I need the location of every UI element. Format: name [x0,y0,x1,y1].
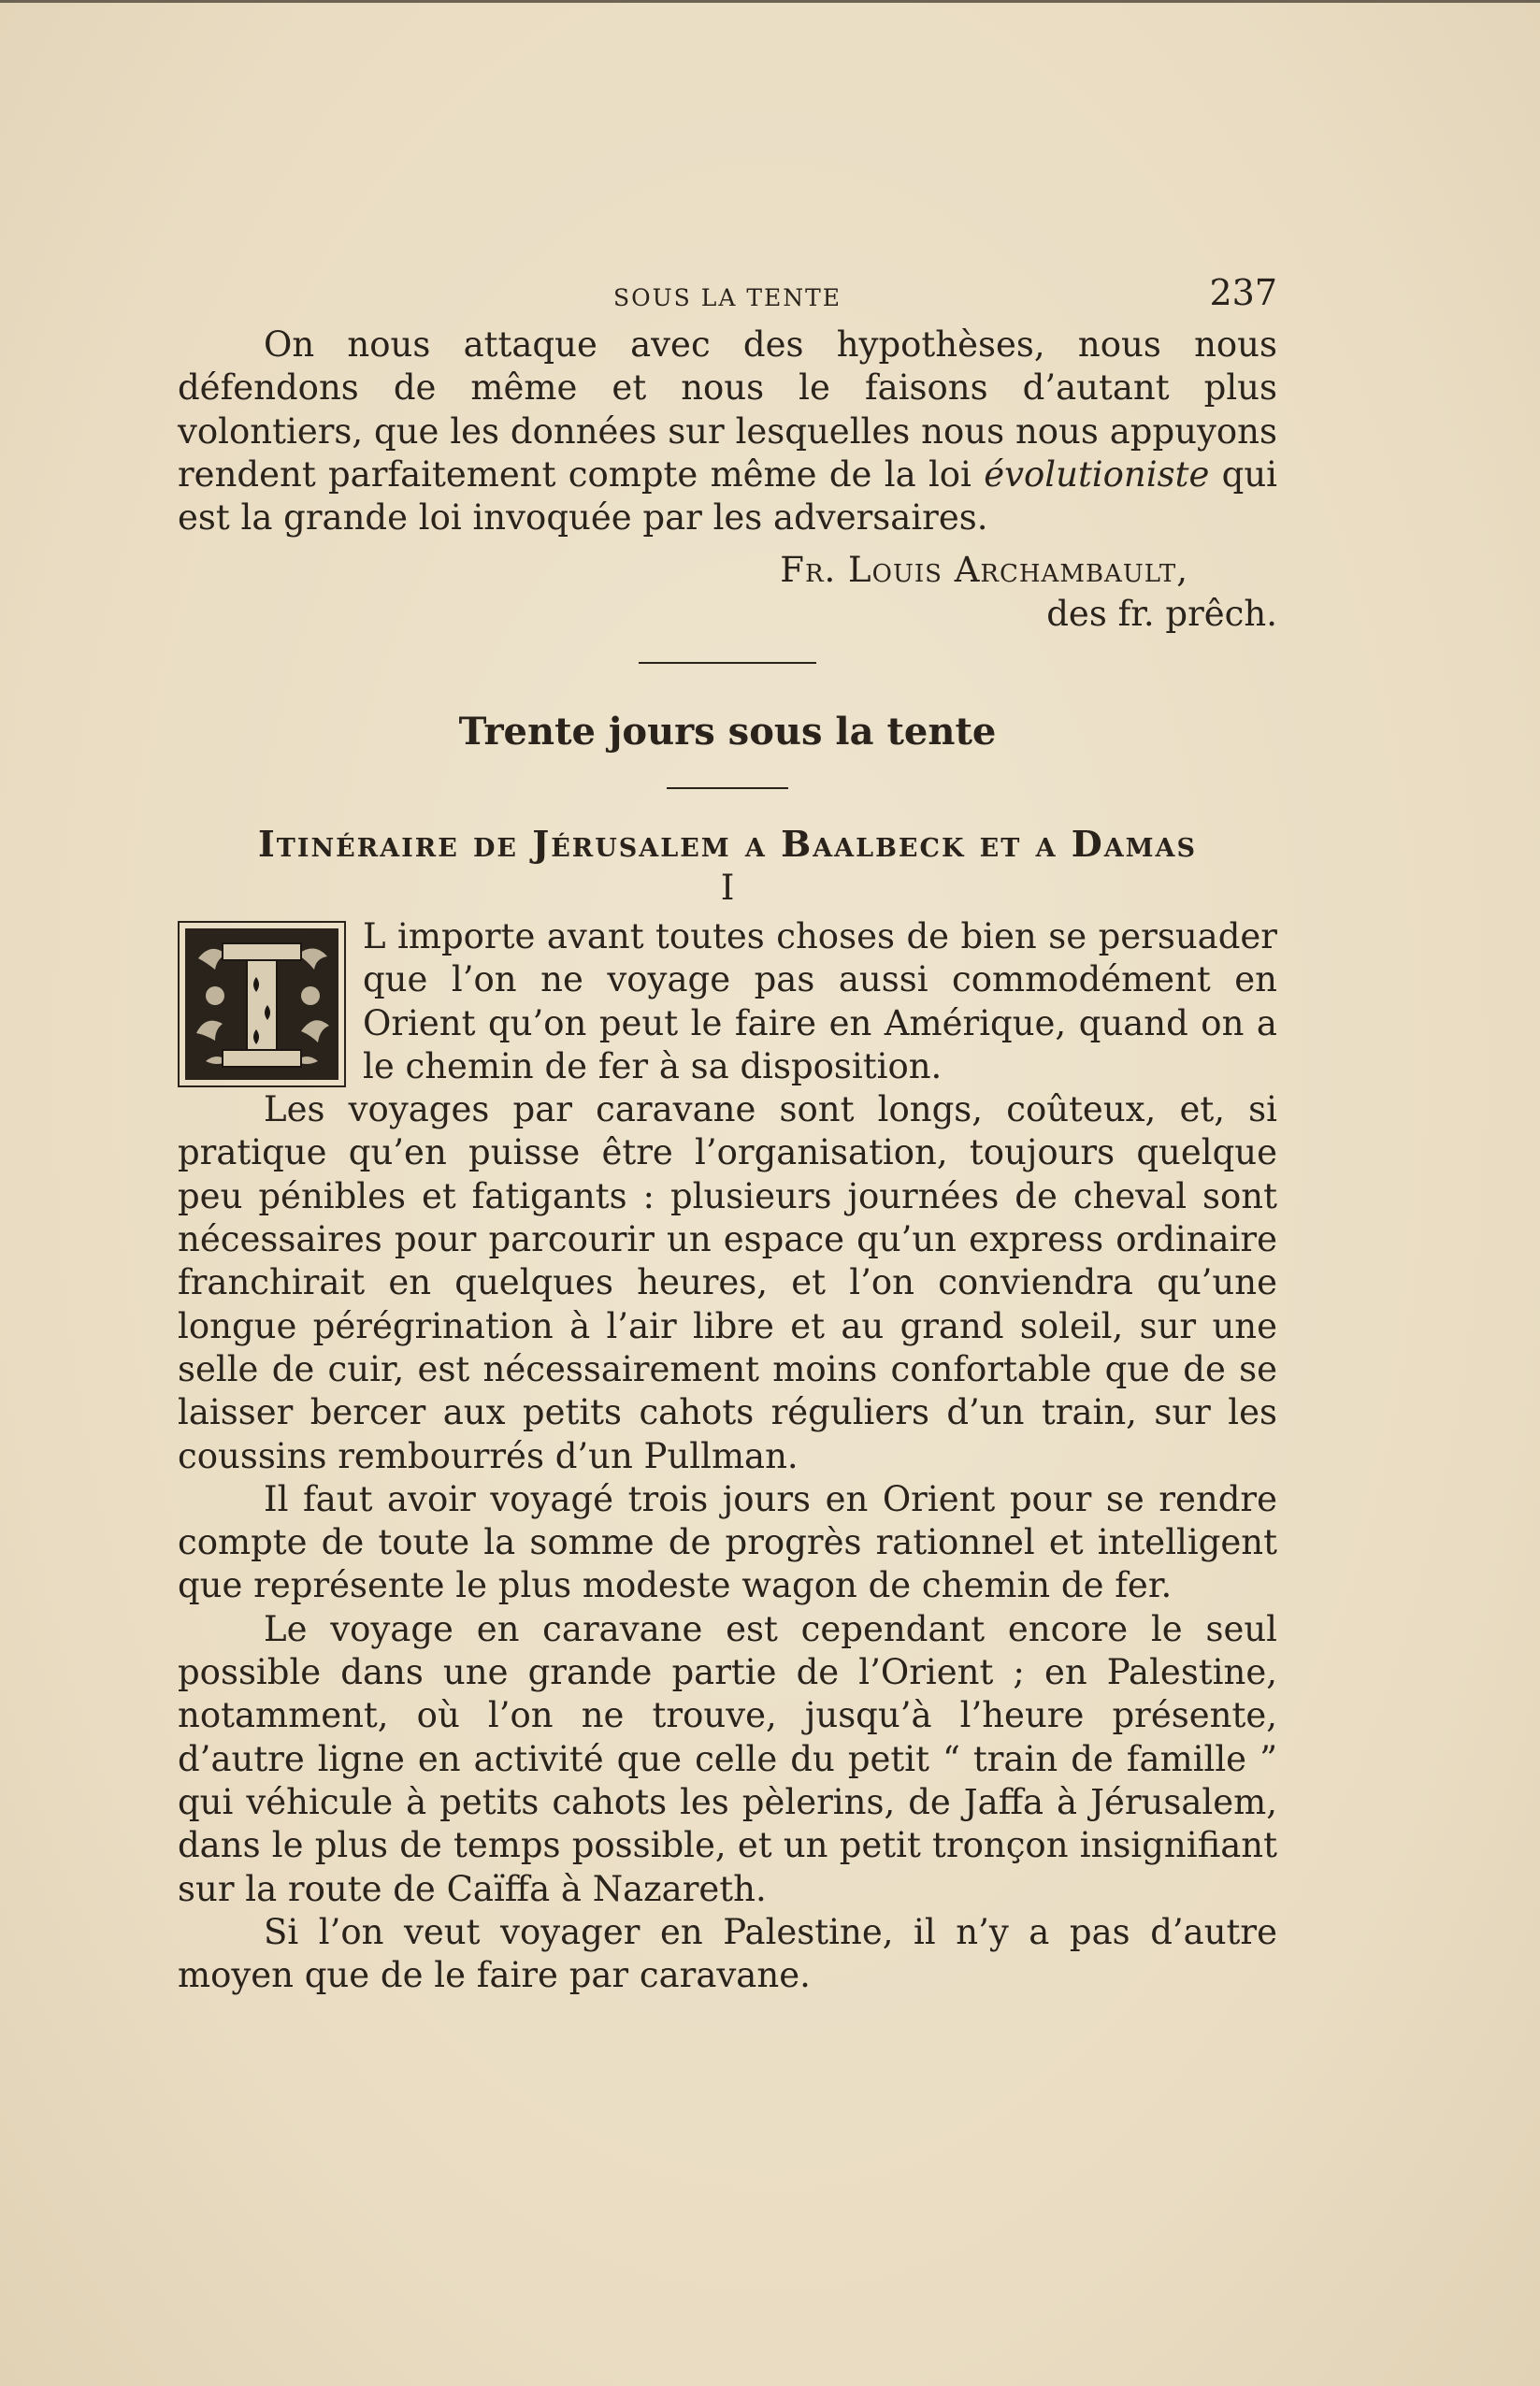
signature-name: Fr. Louis Archambault, [780,550,1188,591]
closing-paragraph-text: On nous attaque avec des hypothèses, nous nous défendons de même et nous le faisons d’autant plus volontiers, que les données sur lesquelles nous nous appuyons rendent parfaitement compte même de la loi [178,324,1277,495]
article-title: Trente jours sous la tente [458,710,997,755]
article-separator [639,662,816,664]
italic-term: évolutioniste [984,453,1210,495]
running-title: SOUS LA TENTE [612,284,842,311]
section-number: I [720,867,735,908]
signature-role: des fr. prêch. [1046,593,1277,634]
ornamental-initial-icon [178,921,346,1087]
page-content [178,262,1277,1997]
top-edge-rule [0,0,1540,3]
first-paragraph-text: L importe avant toutes choses de bien se persuader que l’on ne voyage pas aussi commodément en Orient qu’on peut le faire en Amérique, quand on a le chemin de fer à sa disposition. [363,915,1277,1086]
closing-paragraph [178,323,1277,539]
body-paragraph-1: Les voyages par caravane sont longs, coûteux, et, si pratique qu’en puisse être l’organisation, toujours quelque peu pénibles et fatigants : plusieurs journées de cheval sont nécessaires pour parcourir un espace qu’un express ordinaire franchirait en quelques heures, et l’on conviendra qu’une longue pérégrination à l’air libre et au grand soleil, sur une selle de cuir, est nécessairement moins confortable que de se laisser bercer aux petits cahots réguliers d’un train, sur les coussins rembourrés d’un Pullman. [178,1089,1277,1476]
page-number: 237 [1209,272,1277,313]
running-head [178,262,1277,323]
title-rule [667,787,788,789]
body-paragraph-3: Le voyage en caravane est cependant encore le seul possible dans une grande partie de l’Orient ; en Palestine, notamment, où l’on ne trouve, jusqu’à l’heure présente, d’autre ligne en activité que celle du petit “ train de famille ” qui véhicule à petits cahots les pèlerins, de Jaffa à Jérusalem, dans le plus de temps possible, et un petit tronçon insignifiant sur la route de Caïffa à Nazareth. [178,1608,1277,1909]
first-paragraph [178,915,1277,1088]
article-subtitle: Itinéraire de Jérusalem a Baalbeck et a Damas [258,823,1197,866]
body-paragraph-4: Si l’on veut voyager en Palestine, il n’y a pas d’autre moyen que de le faire par caravane. [178,1911,1277,1996]
body-paragraph-2: Il faut avoir voyagé trois jours en Orient pour se rendre compte de toute la somme de progrès rationnel et intelligent que représente le plus modeste wagon de chemin de fer. [178,1478,1277,1606]
closing-paragraph-end: qui est la grande loi invoquée par les adversaires. [178,453,1277,539]
